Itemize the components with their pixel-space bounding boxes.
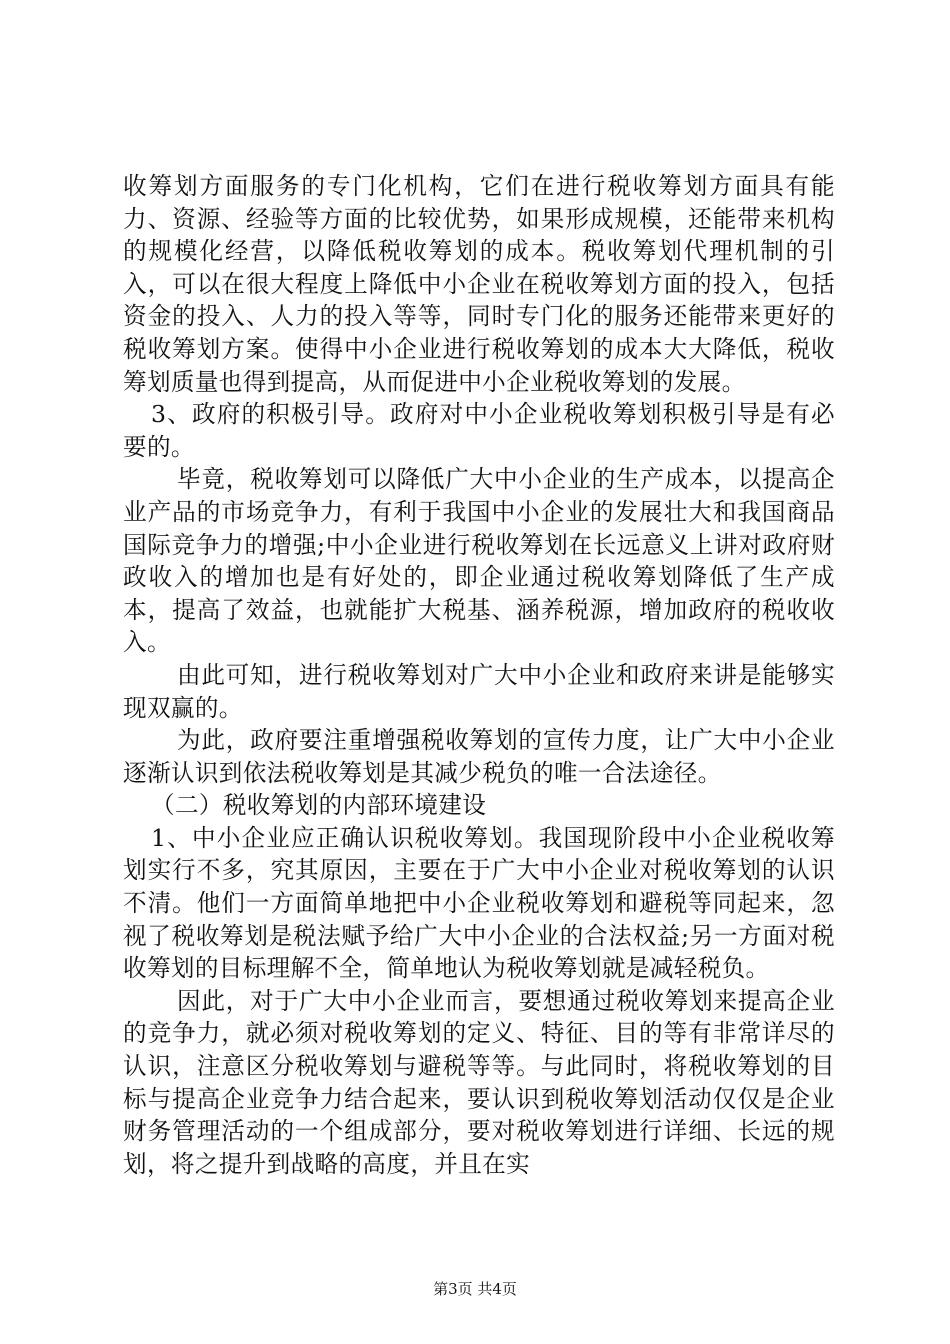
paragraph-continuation: 收筹划方面服务的专门化机构，它们在进行税收筹划方面具有能力、资源、经验等方面的比较优势，如果形成规模，还能带来机构的规模化经营，以降低税收筹划的成本。税收筹划代理机制的引入，可以在很大程度上降低中小企业在税收筹划方面的投入，包括资金的投入、人力的投入等等，同时专门化的服务还能带来更好的税收筹划方案。使得中小企业进行税收筹划的成本大大降低，税收筹划质量也得到提高，从而促进中小企业税收筹划的发展。 bbox=[123, 172, 835, 396]
paragraph-correct-understanding: 1、中小企业应正确认识税收筹划。我国现阶段中小企业税收筹划实行不多，究其原因，主要在于广大中小企业对税收筹划的认识不清。他们一方面简单地把中小企业税收筹划和避税等同起来，忽视了税收筹划是税法赋予给广大中小企业的合法权益;另一方面对税收筹划的目标理解不全，简单地认为税收筹划就是减轻税负。 bbox=[123, 823, 835, 983]
paragraph-government-guidance: 3、政府的积极引导。政府对中小企业税收筹划积极引导是有必要的。 bbox=[123, 400, 835, 461]
body-text bbox=[123, 170, 835, 1180]
page-footer: 第3页 共4页 bbox=[433, 1280, 517, 1298]
paragraph-publicity: 为此，政府要注重增强税收筹划的宣传力度，让广大中小企业逐渐认识到依法税收筹划是其减少税负的唯一合法途径。 bbox=[123, 726, 835, 787]
paragraph-after-all: 毕竟，税收筹划可以降低广大中小企业的生产成本，以提高企业产品的市场竞争力，有利于我国中小企业的发展壮大和我国商品国际竞争力的增强;中小企业进行税收筹划在长远意义上讲对政府财政收入的增加也是有好处的，即企业通过税收筹划降低了生产成本，提高了效益，也就能扩大税基、涵养税源，增加政府的税收收入。 bbox=[123, 465, 835, 657]
paragraph-win-win: 由此可知，进行税收筹划对广大中小企业和政府来讲是能够实现双赢的。 bbox=[123, 660, 835, 722]
paragraph-therefore: 因此，对于广大中小企业而言，要想通过税收筹划来提高企业的竞争力，就必须对税收筹划的定义、特征、目的等有非常详尽的认识，注意区分税收筹划与避税等等。与此同时，将税收筹划的目标与提高企业竞争力结合起来，要认识到税收筹划活动仅仅是企业财务管理活动的一个组成部分，要对税收筹划进行详细、长远的规划，将之提升到战略的高度，并且在实 bbox=[123, 986, 835, 1178]
section-heading-internal-environment: （二）税收筹划的内部环境建设 bbox=[151, 791, 487, 820]
